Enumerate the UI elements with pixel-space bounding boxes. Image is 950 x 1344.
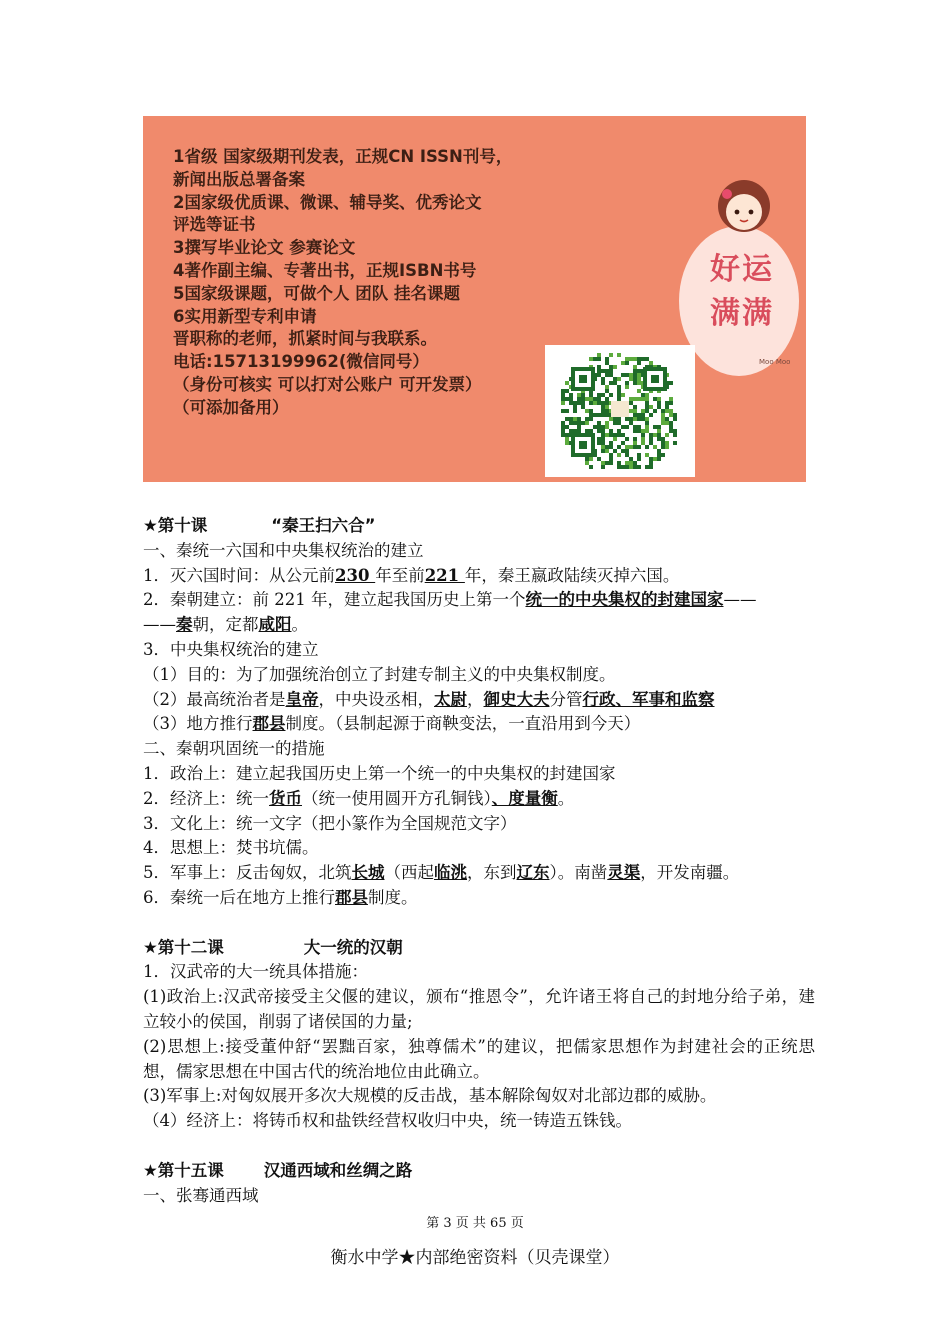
key-term: 郡县 [335,887,368,907]
text: 6．秦统一后在地方上推行 [143,887,335,907]
text: 朝，定都 [192,615,259,635]
section-heading: 一、张骞通西域 [143,1185,259,1205]
paragraph: (3)军事上:对匈奴展开多次大规模的反击战，基本解除匈奴对北部边郡的威胁。 [143,1086,717,1106]
paragraph: 4．思想上：焚书坑儒。 [143,838,319,858]
key-term: 221 [424,565,465,585]
text: 分管 [549,689,583,709]
paragraph: (1)政治上:汉武帝接受主父偃的建议，颁布“推恩令”，允许诸王将自己的封地分给子弟，建立较小的侯国，削弱了诸侯国的力量; [143,987,815,1031]
banner-line: 6实用新型专利申请 [173,306,317,326]
girl-face-icon [713,178,775,240]
text: ，东到 [467,863,517,883]
paragraph [143,712,815,737]
section-heading: 二、秦朝巩固统一的措施 [143,739,325,759]
key-term: 行政、军事和监察 [582,689,715,709]
spacer [143,1134,815,1159]
banner-line: （可添加备用） [173,397,289,417]
qr-code-icon [549,351,691,471]
text: 1．灭六国时间：从公元前 [143,565,335,585]
banner-line: 评选等证书 [173,215,256,235]
sticker-text-line: 好运 [710,252,774,287]
section-heading: 一、秦统一六国和中央集权统治的建立 [143,540,424,560]
key-term: 临洮 [434,863,467,883]
banner-line: （身份可核实 可以打对公账户 可开发票） [173,374,482,394]
paragraph: 1．政治上：建立起我国历史上第一个统一的中央集权的封建国家 [143,763,616,783]
text: 2．经济上：统一 [143,788,269,808]
lesson-number: ★第十五课 [143,1160,224,1180]
banner-line: 2国家级优质课、微课、辅导奖、优秀论文 [173,192,482,212]
paragraph [143,688,815,713]
banner-line: 5国家级课题，可做个人 团队 挂名课题 [173,283,460,303]
banner-line: 晋职称的老师，抓紧时间与我联系。 [173,329,437,349]
text: ，开发南疆。 [640,863,740,883]
text: （2）最高统治者是 [143,689,286,709]
banner-line: 3撰写毕业论文 参赛论文 [173,238,356,258]
text: —— [143,615,176,635]
key-term: 辽东 [516,863,550,883]
sticker-text-line: 满满 [710,296,774,331]
key-term: 货币 [269,788,302,808]
lesson-number: ★第十课 [143,516,208,535]
lesson-10-title [143,514,815,539]
text: 年，秦王嬴政陆续灭掉六国。 [464,565,680,585]
lesson-name: 大一统的汉朝 [303,937,403,957]
paragraph [143,613,815,638]
paragraph: 1．汉武帝的大一统具体措施： [143,962,368,982]
key-term: 皇帝 [285,689,319,709]
text: 制度。（县制起源于商鞅变法，一直沿用到今天） [285,714,641,734]
page-number: 第 3 页 共 65 页 [426,1216,524,1231]
paragraph: 3．中央集权统治的建立 [143,639,319,659]
paragraph [143,564,815,589]
page-footer: 衡水中学★内部绝密资料（贝壳课堂） [330,1248,620,1268]
sticker-text [697,248,787,336]
key-term: 咸阳 [258,615,292,635]
text: ， [467,689,484,709]
paragraph [143,861,815,886]
banner-line: 新闻出版总署备案 [173,169,305,189]
text: （统一使用圆开方孔铜钱） [302,788,492,808]
paragraph: （4）经济上：将铸币权和盐铁经营权收归中央，统一铸造五铢钱。 [143,1111,632,1131]
sticker-tag: Moo Moo [759,358,791,366]
text: 5．军事上：反击匈奴，北筑 [143,863,352,883]
text: 。 [291,615,308,635]
paragraph [143,787,815,812]
key-term: 、度量衡 [491,788,558,808]
paragraph [143,588,815,613]
key-term: 太尉 [434,689,467,709]
promo-banner [143,116,806,482]
key-term: 230 [335,565,376,585]
spacer [143,911,815,936]
lesson-15-title [143,1159,815,1184]
text: ）。南凿 [549,863,608,883]
paragraph: (2)思想上:接受董仲舒“罢黜百家，独尊儒术”的建议，把儒家思想作为封建社会的正统思想，儒家思想在中国古代的统治地位由此确立。 [143,1036,815,1081]
text: 制度。 [368,887,418,907]
banner-line: 电话:15713199962(微信同号） [173,352,429,372]
paragraph: （1）目的：为了加强统治创立了封建专制主义的中央集权制度。 [143,664,616,684]
lesson-name: “秦王扫六合” [271,516,376,535]
banner-line: 4著作副主编、专著出书，正规ISBN书号 [173,260,477,280]
text: （西起 [384,863,434,883]
text: 年至前 [375,565,425,585]
lesson-12-title [143,936,815,961]
document-body [143,514,815,1208]
banner-text [173,146,553,420]
key-term: 御史大夫 [483,689,550,709]
key-term: 秦 [176,615,193,635]
text: 2．秦朝建立：前 221 年，建立起我国历史上第一个 [143,590,526,610]
text: ，中央设丞相， [318,689,434,709]
key-term: 长城 [351,863,385,883]
key-term: 灵渠 [607,863,641,883]
key-term: 统一的中央集权的封建国家 [525,590,724,610]
text: （3）地方推行 [143,714,253,734]
lesson-name: 汉通西域和丝绸之路 [263,1160,413,1180]
lesson-number: ★第十二课 [143,937,224,957]
text: 。 [557,788,575,808]
key-term: 郡县 [252,714,286,734]
text: —— [723,590,757,610]
paragraph: 3．文化上：统一文字（把小篆作为全国规范文字） [143,813,517,833]
wechat-qr-code [545,345,695,477]
banner-line: 1省级 国家级期刊发表，正规CN ISSN刊号， [173,147,513,166]
paragraph [143,886,815,911]
